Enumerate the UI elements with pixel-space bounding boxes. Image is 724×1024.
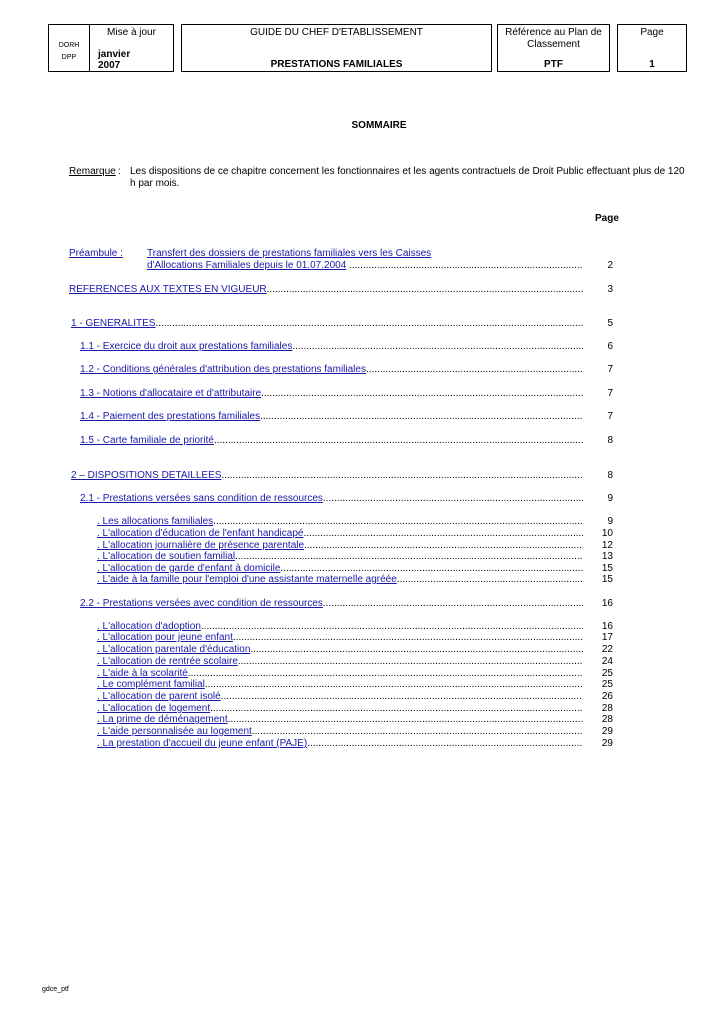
toc-leader xyxy=(97,738,583,750)
toc-page-number: 6 xyxy=(607,341,613,352)
header-department-box xyxy=(48,24,90,72)
toc-row[interactable] xyxy=(97,738,613,750)
toc-page-number: 9 xyxy=(607,516,613,527)
toc-page-number: 13 xyxy=(601,551,613,562)
toc-leader xyxy=(71,318,583,330)
remark-text: Les dispositions de ce chapitre concernent les fonctionnaires et les agents contractuels de Droit Public effectuant plus de 120 h par mois. xyxy=(130,166,685,189)
toc-leader xyxy=(97,632,583,644)
header-reference-box xyxy=(497,24,610,72)
toc-page-number: 25 xyxy=(601,668,613,679)
toc-page-number: 15 xyxy=(601,574,613,585)
toc-row[interactable] xyxy=(97,551,613,563)
division-code: DPP xyxy=(61,54,77,61)
toc-leader xyxy=(80,341,583,353)
toc-link[interactable]: . L'allocation d'adoption xyxy=(97,621,201,632)
toc-page-number: 5 xyxy=(607,318,613,329)
toc-leader xyxy=(97,714,583,726)
toc-row[interactable] xyxy=(97,656,613,668)
toc-row[interactable] xyxy=(97,644,613,656)
toc-row[interactable] xyxy=(97,726,613,738)
preamble-link-line1[interactable]: Transfert des dossiers de prestations familiales vers les Caisses xyxy=(147,248,432,259)
page-column-header: Page xyxy=(595,213,619,224)
toc-page-number: 8 xyxy=(607,435,613,446)
toc-link[interactable]: . L'allocation de rentrée scolaire xyxy=(97,656,238,667)
toc-link[interactable]: . L'aide à la scolarité xyxy=(97,668,188,679)
toc-row[interactable] xyxy=(97,691,613,703)
toc-row[interactable] xyxy=(80,493,613,505)
toc-page-number: 12 xyxy=(601,540,613,551)
toc-page-number: 22 xyxy=(601,644,613,655)
toc-link[interactable]: . L'allocation de garde d'enfant à domicile xyxy=(97,563,281,574)
update-month: janvier xyxy=(98,49,131,60)
toc-leader xyxy=(97,691,583,703)
toc-page-number: 24 xyxy=(601,656,613,667)
toc-page-number: 26 xyxy=(601,691,613,702)
toc-leader xyxy=(80,388,583,400)
toc-page-number: 17 xyxy=(601,632,613,643)
toc-link[interactable]: 1.4 - Paiement des prestations familiales xyxy=(80,411,261,422)
toc-row[interactable] xyxy=(80,435,613,447)
toc-link[interactable]: . L'aide personnalisée au logement xyxy=(97,726,252,737)
toc-link[interactable]: . L'allocation de logement xyxy=(97,703,211,714)
header-guide-box xyxy=(181,24,492,72)
toc-leader xyxy=(80,493,583,505)
toc-row[interactable] xyxy=(80,388,613,400)
toc-row[interactable] xyxy=(80,364,613,376)
toc-row[interactable] xyxy=(80,598,613,610)
toc-link[interactable]: . La prestation d'accueil du jeune enfant (PAJE) xyxy=(97,738,308,749)
toc-link[interactable]: 2.2 - Prestations versées avec condition de ressources xyxy=(80,598,323,609)
toc-leader xyxy=(97,551,583,563)
toc-page-number: 16 xyxy=(601,621,613,632)
update-year: 2007 xyxy=(98,60,121,71)
toc-page-number: 25 xyxy=(601,679,613,690)
toc-leader xyxy=(97,644,583,656)
toc-page-number: 2 xyxy=(607,260,613,271)
toc-row[interactable] xyxy=(97,632,613,644)
toc-page-number: 29 xyxy=(601,726,613,737)
toc-link[interactable]: . L'allocation d'éducation de l'enfant handicapé xyxy=(97,528,304,539)
header-page-box xyxy=(617,24,687,72)
page-title: SOMMAIRE xyxy=(351,120,407,131)
toc-link[interactable]: REFERENCES AUX TEXTES EN VIGUEUR xyxy=(69,284,267,295)
toc-link[interactable]: . L'allocation de parent isolé xyxy=(97,691,221,702)
toc-page-number: 9 xyxy=(607,493,613,504)
toc-row[interactable] xyxy=(80,341,613,353)
department-code: DORH xyxy=(58,42,80,49)
toc-leader xyxy=(97,726,583,738)
toc-link[interactable]: 2.1 - Prestations versées sans condition de ressources xyxy=(80,493,323,504)
toc-row[interactable] xyxy=(71,470,613,482)
toc-page-number: 7 xyxy=(607,364,613,375)
toc-link[interactable]: . L'aide à la famille pour l'emploi d'une assistante maternelle agréée xyxy=(97,574,397,585)
footer-filename: gdce_ptf xyxy=(42,986,69,993)
toc-page-number: 15 xyxy=(601,563,613,574)
toc-link[interactable]: . L'allocation de soutien familial xyxy=(97,551,236,562)
toc-leader xyxy=(69,284,583,296)
toc-leader xyxy=(80,435,583,447)
toc-link[interactable]: 1.1 - Exercice du droit aux prestations familiales xyxy=(80,341,293,352)
toc-page-number: 7 xyxy=(607,411,613,422)
toc-link[interactable]: . Les allocations familiales xyxy=(97,516,214,527)
remark-colon: : xyxy=(118,166,121,177)
toc-page-number: 16 xyxy=(601,598,613,609)
toc-leader xyxy=(80,411,583,423)
toc-page-number: 8 xyxy=(607,470,613,481)
header-update-box xyxy=(89,24,174,72)
reference-label: Référence au Plan de Classement xyxy=(505,27,602,50)
toc-row[interactable] xyxy=(80,411,613,423)
toc-link[interactable]: . L'allocation pour jeune enfant xyxy=(97,632,233,643)
update-label: Mise à jour xyxy=(107,27,156,38)
page-number: 1 xyxy=(649,59,655,70)
toc-link[interactable]: 1.5 - Carte familiale de priorité xyxy=(80,435,214,446)
toc-page-number: 28 xyxy=(601,714,613,725)
toc-leader xyxy=(71,470,583,482)
reference-value: PTF xyxy=(544,59,563,70)
toc-leader xyxy=(97,528,583,540)
toc-link[interactable]: 1.2 - Conditions générales d'attribution des prestations familiales xyxy=(80,364,366,375)
toc-row[interactable] xyxy=(97,574,613,586)
toc-leader xyxy=(97,656,583,668)
toc-page-number: 10 xyxy=(601,528,613,539)
toc-row[interactable] xyxy=(71,318,613,330)
preamble-link-line2[interactable]: d'Allocations Familiales depuis le 01.07.2004 xyxy=(147,260,347,271)
toc-row-preamble[interactable] xyxy=(147,260,613,272)
chapter-title: PRESTATIONS FAMILIALES xyxy=(270,59,403,70)
toc-page-number: 28 xyxy=(601,703,613,714)
page-label: Page xyxy=(640,27,664,38)
remark-label: Remarque xyxy=(69,166,116,177)
toc-row[interactable] xyxy=(97,516,613,528)
toc-link[interactable]: . Le complément familial xyxy=(97,679,205,690)
toc-leader xyxy=(97,516,583,528)
toc-leader xyxy=(97,574,583,586)
preamble-label[interactable]: Préambule : xyxy=(69,248,123,259)
toc-page-number: 29 xyxy=(601,738,613,749)
toc-link[interactable]: 2 – DISPOSITIONS DETAILLEES xyxy=(71,470,222,481)
toc-leader xyxy=(80,598,583,610)
toc-link[interactable]: . La prime de déménagement xyxy=(97,714,228,725)
toc-leader xyxy=(80,364,583,376)
guide-title: GUIDE DU CHEF D'ETABLISSEMENT xyxy=(250,27,423,38)
toc-row[interactable] xyxy=(69,284,613,296)
toc-link[interactable]: 1.3 - Notions d'allocataire et d'attributaire xyxy=(80,388,262,399)
toc-link[interactable]: . L'allocation parentale d'éducation xyxy=(97,644,251,655)
toc-leader xyxy=(147,260,583,272)
toc-link[interactable]: 1 - GENERALITES xyxy=(71,318,156,329)
toc-leader xyxy=(97,679,583,691)
toc-row[interactable] xyxy=(97,528,613,540)
toc-page-number: 7 xyxy=(607,388,613,399)
toc-row[interactable] xyxy=(97,679,613,691)
toc-row[interactable] xyxy=(97,714,613,726)
toc-page-number: 3 xyxy=(607,284,613,295)
toc-link[interactable]: . L'allocation journalière de présence parentale xyxy=(97,540,305,551)
